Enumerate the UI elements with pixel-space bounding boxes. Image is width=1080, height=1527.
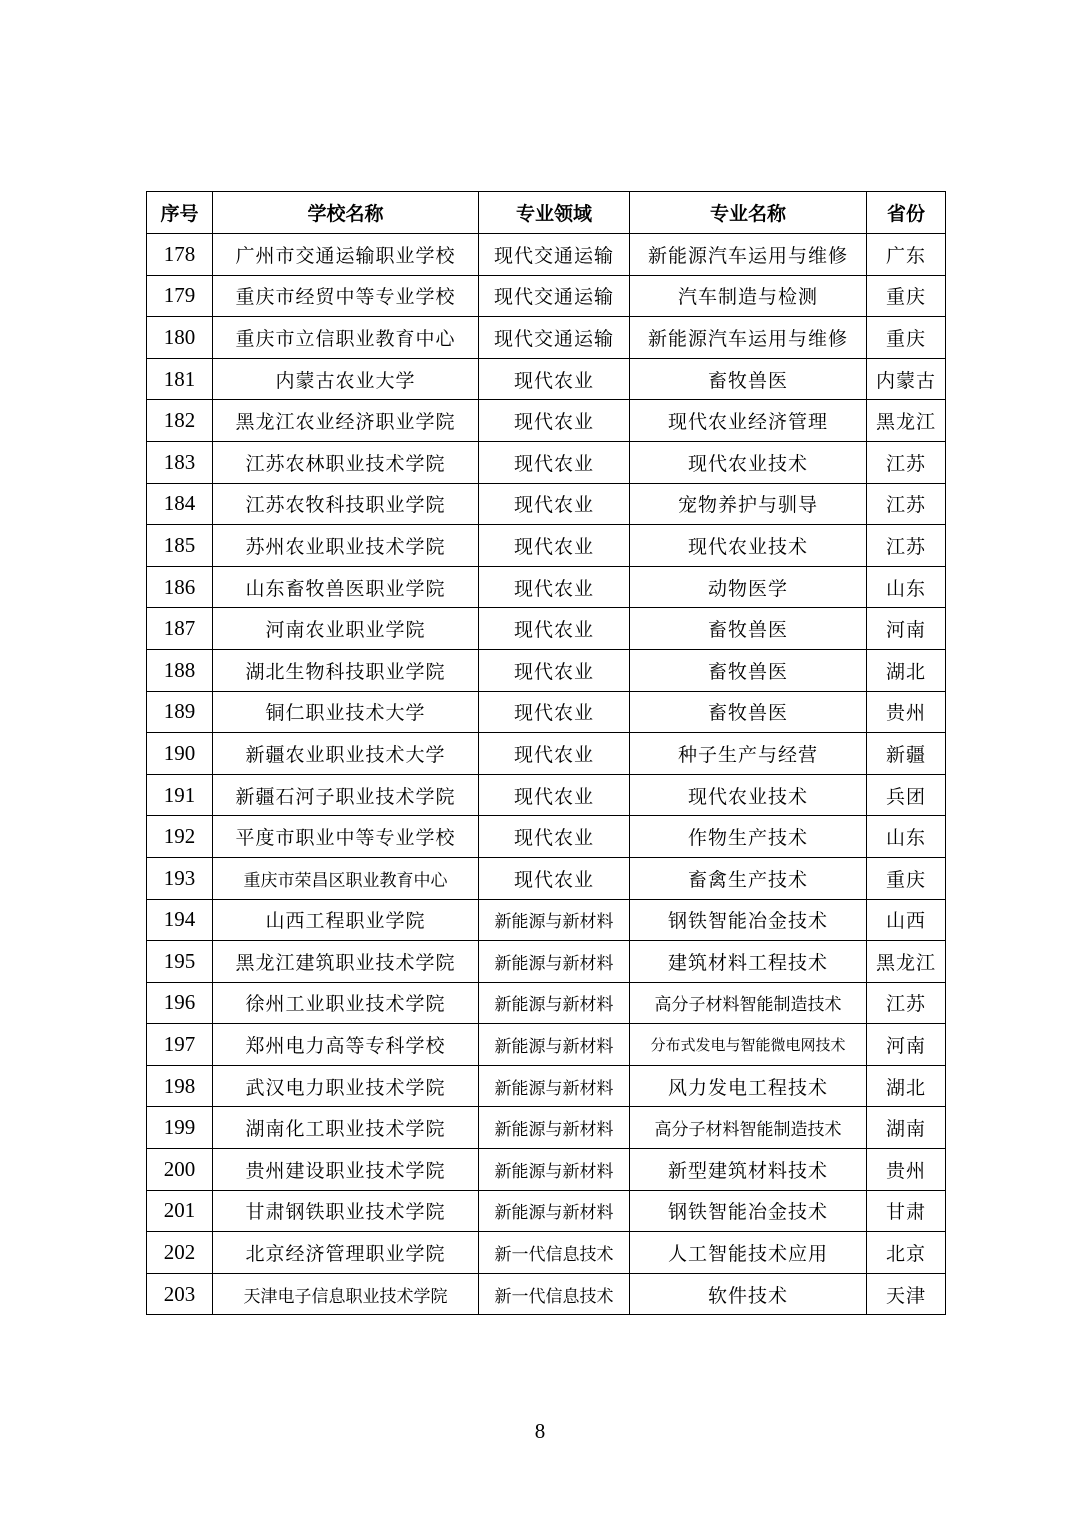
table-row xyxy=(147,649,946,691)
cell-field: 新能源与新材料 xyxy=(479,1024,630,1066)
cell-school-name: 郑州电力高等专科学校 xyxy=(213,1024,479,1066)
cell-school-name: 广州市交通运输职业学校 xyxy=(213,234,479,276)
cell-index: 202 xyxy=(147,1232,213,1274)
cell-school-name: 湖南化工职业技术学院 xyxy=(213,1107,479,1149)
cell-school-name: 新疆农业职业技术大学 xyxy=(213,733,479,775)
cell-index: 203 xyxy=(147,1273,213,1315)
cell-school-name: 重庆市荣昌区职业教育中心 xyxy=(213,857,479,899)
table-row xyxy=(147,1065,946,1107)
cell-province: 山东 xyxy=(867,816,946,858)
cell-index: 189 xyxy=(147,691,213,733)
cell-province: 内蒙古 xyxy=(867,358,946,400)
cell-index: 187 xyxy=(147,608,213,650)
header-province: 省份 xyxy=(867,192,946,234)
cell-province: 山东 xyxy=(867,566,946,608)
cell-major-name: 现代农业技术 xyxy=(630,525,867,567)
cell-field: 新能源与新材料 xyxy=(479,1190,630,1232)
table-row xyxy=(147,1107,946,1149)
cell-school-name: 山东畜牧兽医职业学院 xyxy=(213,566,479,608)
cell-index: 197 xyxy=(147,1024,213,1066)
cell-major-name: 动物医学 xyxy=(630,566,867,608)
cell-major-name: 现代农业技术 xyxy=(630,774,867,816)
cell-field: 新能源与新材料 xyxy=(479,1107,630,1149)
cell-field: 现代农业 xyxy=(479,733,630,775)
cell-province: 山西 xyxy=(867,899,946,941)
table-row xyxy=(147,608,946,650)
table-row xyxy=(147,441,946,483)
table-row xyxy=(147,899,946,941)
cell-index: 185 xyxy=(147,525,213,567)
cell-major-name: 高分子材料智能制造技术 xyxy=(630,1107,867,1149)
cell-field: 现代农业 xyxy=(479,400,630,442)
cell-school-name: 北京经济管理职业学院 xyxy=(213,1232,479,1274)
cell-province: 湖北 xyxy=(867,649,946,691)
cell-province: 重庆 xyxy=(867,275,946,317)
cell-field: 新能源与新材料 xyxy=(479,899,630,941)
cell-school-name: 贵州建设职业技术学院 xyxy=(213,1149,479,1191)
cell-school-name: 黑龙江建筑职业技术学院 xyxy=(213,941,479,983)
cell-field: 现代农业 xyxy=(479,774,630,816)
cell-major-name: 畜牧兽医 xyxy=(630,649,867,691)
cell-major-name: 作物生产技术 xyxy=(630,816,867,858)
cell-index: 180 xyxy=(147,317,213,359)
cell-school-name: 徐州工业职业技术学院 xyxy=(213,982,479,1024)
cell-school-name: 山西工程职业学院 xyxy=(213,899,479,941)
cell-major-name: 新能源汽车运用与维修 xyxy=(630,317,867,359)
cell-province: 江苏 xyxy=(867,525,946,567)
cell-index: 179 xyxy=(147,275,213,317)
cell-index: 201 xyxy=(147,1190,213,1232)
cell-index: 199 xyxy=(147,1107,213,1149)
table-row xyxy=(147,525,946,567)
table-row xyxy=(147,317,946,359)
cell-major-name: 汽车制造与检测 xyxy=(630,275,867,317)
cell-field: 现代农业 xyxy=(479,857,630,899)
table-row xyxy=(147,774,946,816)
cell-index: 200 xyxy=(147,1149,213,1191)
cell-province: 河南 xyxy=(867,608,946,650)
cell-major-name: 畜牧兽医 xyxy=(630,358,867,400)
table-row xyxy=(147,691,946,733)
cell-major-name: 建筑材料工程技术 xyxy=(630,941,867,983)
cell-school-name: 内蒙古农业大学 xyxy=(213,358,479,400)
cell-school-name: 铜仁职业技术大学 xyxy=(213,691,479,733)
cell-school-name: 天津电子信息职业技术学院 xyxy=(213,1273,479,1315)
cell-school-name: 重庆市经贸中等专业学校 xyxy=(213,275,479,317)
cell-index: 188 xyxy=(147,649,213,691)
cell-school-name: 河南农业职业学院 xyxy=(213,608,479,650)
cell-field: 现代交通运输 xyxy=(479,275,630,317)
cell-index: 183 xyxy=(147,441,213,483)
cell-field: 新一代信息技术 xyxy=(479,1232,630,1274)
table-row xyxy=(147,1149,946,1191)
cell-school-name: 江苏农牧科技职业学院 xyxy=(213,483,479,525)
cell-field: 现代交通运输 xyxy=(479,234,630,276)
cell-school-name: 平度市职业中等专业学校 xyxy=(213,816,479,858)
cell-field: 现代农业 xyxy=(479,816,630,858)
cell-major-name: 现代农业经济管理 xyxy=(630,400,867,442)
cell-index: 184 xyxy=(147,483,213,525)
cell-field: 现代农业 xyxy=(479,358,630,400)
cell-major-name: 现代农业技术 xyxy=(630,441,867,483)
cell-major-name: 新能源汽车运用与维修 xyxy=(630,234,867,276)
cell-index: 186 xyxy=(147,566,213,608)
cell-field: 现代农业 xyxy=(479,691,630,733)
document-table xyxy=(146,191,946,1315)
table-row xyxy=(147,982,946,1024)
cell-school-name: 苏州农业职业技术学院 xyxy=(213,525,479,567)
cell-province: 重庆 xyxy=(867,317,946,359)
cell-field: 现代农业 xyxy=(479,441,630,483)
cell-index: 178 xyxy=(147,234,213,276)
table-body xyxy=(147,234,946,1315)
cell-index: 194 xyxy=(147,899,213,941)
cell-province: 江苏 xyxy=(867,483,946,525)
cell-index: 191 xyxy=(147,774,213,816)
table-header-row xyxy=(147,192,946,234)
table-row xyxy=(147,358,946,400)
cell-major-name: 人工智能技术应用 xyxy=(630,1232,867,1274)
header-field: 专业领域 xyxy=(479,192,630,234)
cell-index: 182 xyxy=(147,400,213,442)
cell-major-name: 新型建筑材料技术 xyxy=(630,1149,867,1191)
table-row xyxy=(147,234,946,276)
cell-field: 新能源与新材料 xyxy=(479,1149,630,1191)
table-row xyxy=(147,857,946,899)
cell-province: 天津 xyxy=(867,1273,946,1315)
cell-field: 新能源与新材料 xyxy=(479,982,630,1024)
cell-field: 现代农业 xyxy=(479,566,630,608)
table-row xyxy=(147,733,946,775)
cell-field: 现代交通运输 xyxy=(479,317,630,359)
cell-index: 181 xyxy=(147,358,213,400)
cell-province: 湖北 xyxy=(867,1065,946,1107)
cell-province: 江苏 xyxy=(867,441,946,483)
cell-major-name: 软件技术 xyxy=(630,1273,867,1315)
cell-major-name: 钢铁智能冶金技术 xyxy=(630,899,867,941)
page-number: 8 xyxy=(534,1419,546,1443)
cell-major-name: 分布式发电与智能微电网技术 xyxy=(630,1024,867,1066)
cell-province: 江苏 xyxy=(867,982,946,1024)
cell-province: 重庆 xyxy=(867,857,946,899)
table-row xyxy=(147,1190,946,1232)
header-major-name: 专业名称 xyxy=(630,192,867,234)
cell-field: 现代农业 xyxy=(479,483,630,525)
cell-province: 贵州 xyxy=(867,1149,946,1191)
cell-province: 广东 xyxy=(867,234,946,276)
cell-school-name: 武汉电力职业技术学院 xyxy=(213,1065,479,1107)
cell-field: 新能源与新材料 xyxy=(479,1065,630,1107)
table-row xyxy=(147,941,946,983)
cell-province: 黑龙江 xyxy=(867,941,946,983)
cell-province: 兵团 xyxy=(867,774,946,816)
cell-province: 北京 xyxy=(867,1232,946,1274)
table-row xyxy=(147,483,946,525)
cell-major-name: 畜牧兽医 xyxy=(630,691,867,733)
table-row xyxy=(147,275,946,317)
table-row xyxy=(147,1232,946,1274)
cell-school-name: 江苏农林职业技术学院 xyxy=(213,441,479,483)
cell-index: 195 xyxy=(147,941,213,983)
table-row xyxy=(147,1024,946,1066)
cell-major-name: 高分子材料智能制造技术 xyxy=(630,982,867,1024)
table-row xyxy=(147,566,946,608)
cell-province: 湖南 xyxy=(867,1107,946,1149)
cell-school-name: 甘肃钢铁职业技术学院 xyxy=(213,1190,479,1232)
cell-school-name: 重庆市立信职业教育中心 xyxy=(213,317,479,359)
cell-province: 甘肃 xyxy=(867,1190,946,1232)
cell-major-name: 风力发电工程技术 xyxy=(630,1065,867,1107)
table-row xyxy=(147,1273,946,1315)
header-index: 序号 xyxy=(147,192,213,234)
cell-province: 黑龙江 xyxy=(867,400,946,442)
cell-index: 190 xyxy=(147,733,213,775)
table-row xyxy=(147,400,946,442)
cell-major-name: 宠物养护与驯导 xyxy=(630,483,867,525)
cell-province: 新疆 xyxy=(867,733,946,775)
cell-field: 新一代信息技术 xyxy=(479,1273,630,1315)
cell-field: 新能源与新材料 xyxy=(479,941,630,983)
cell-major-name: 种子生产与经营 xyxy=(630,733,867,775)
cell-school-name: 湖北生物科技职业学院 xyxy=(213,649,479,691)
cell-index: 196 xyxy=(147,982,213,1024)
cell-major-name: 畜禽生产技术 xyxy=(630,857,867,899)
table-row xyxy=(147,816,946,858)
cell-major-name: 钢铁智能冶金技术 xyxy=(630,1190,867,1232)
cell-index: 193 xyxy=(147,857,213,899)
cell-school-name: 黑龙江农业经济职业学院 xyxy=(213,400,479,442)
cell-field: 现代农业 xyxy=(479,525,630,567)
cell-province: 河南 xyxy=(867,1024,946,1066)
cell-major-name: 畜牧兽医 xyxy=(630,608,867,650)
cell-field: 现代农业 xyxy=(479,608,630,650)
cell-province: 贵州 xyxy=(867,691,946,733)
cell-index: 192 xyxy=(147,816,213,858)
header-school-name: 学校名称 xyxy=(213,192,479,234)
cell-school-name: 新疆石河子职业技术学院 xyxy=(213,774,479,816)
cell-index: 198 xyxy=(147,1065,213,1107)
cell-field: 现代农业 xyxy=(479,649,630,691)
